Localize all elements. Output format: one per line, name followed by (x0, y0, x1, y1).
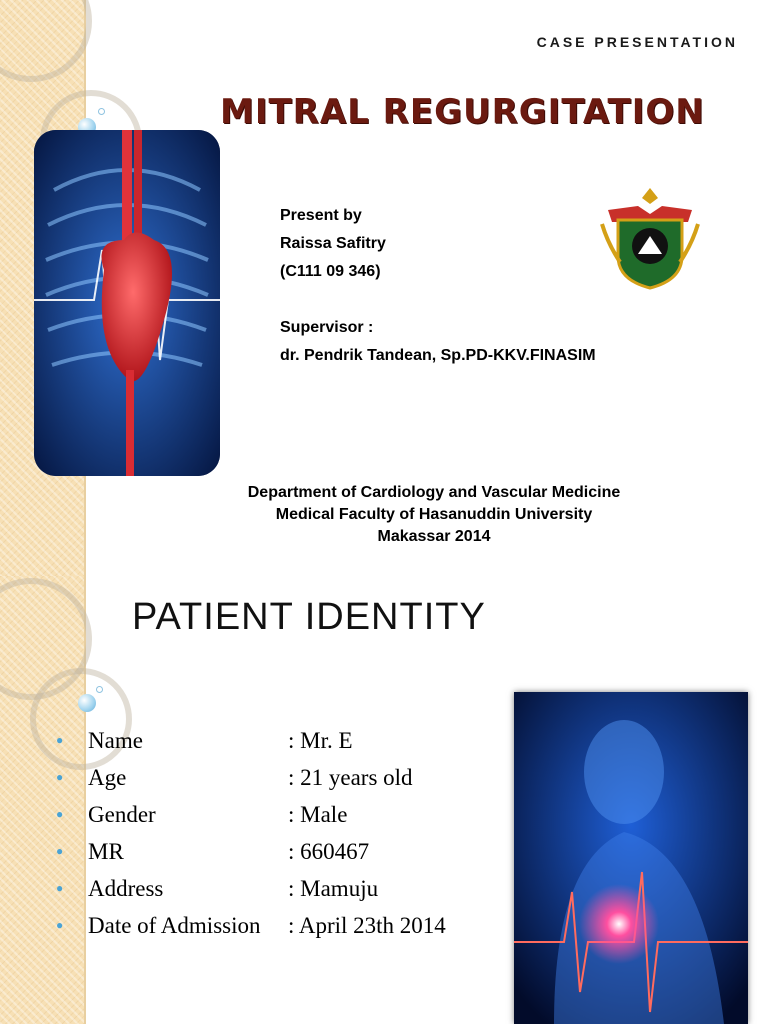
field-label: Address (88, 875, 164, 901)
patient-identity-title: PATIENT IDENTITY (132, 596, 486, 638)
bullet-icon: ● (56, 881, 64, 895)
field-label: MR (88, 838, 124, 864)
list-item (56, 759, 446, 796)
field-value: : Male (288, 801, 348, 827)
list-item (56, 833, 446, 870)
presenter-id: (C111 09 346) (280, 263, 381, 280)
department-block (100, 482, 768, 548)
field-value: : Mr. E (288, 727, 353, 753)
bullet-icon: ● (56, 807, 64, 821)
patient-identity-list (56, 722, 446, 944)
list-item (56, 870, 446, 907)
field-label: Gender (88, 801, 156, 827)
patient-identity-slide (0, 576, 768, 1024)
faculty-line: Medical Faculty of Hasanuddin University (275, 506, 593, 523)
decorative-dot (98, 108, 105, 115)
field-value: : April 23th 2014 (288, 912, 446, 938)
heart-xray-image (34, 130, 220, 476)
supervisor-name: dr. Pendrik Tandean, Sp.PD-KKV.FINASIM (280, 347, 596, 364)
presenter-label: Present by (280, 207, 362, 224)
city-year-line: Makassar 2014 (377, 528, 491, 545)
presenter-name: Raissa Safitry (280, 235, 386, 252)
decorative-dot (96, 686, 103, 693)
decorative-bubble (78, 694, 96, 712)
field-label: Age (88, 764, 127, 790)
bullet-icon: ● (56, 770, 64, 784)
list-item (56, 722, 446, 759)
supervisor-label: Supervisor : (280, 319, 374, 336)
field-value: : 660467 (288, 838, 370, 864)
university-emblem-logo (598, 184, 702, 292)
field-value: : 21 years old (288, 764, 413, 790)
field-value: : Mamuju (288, 875, 379, 901)
field-label: Name (88, 727, 143, 753)
header-label: CASE PRESENTATION (536, 34, 738, 50)
human-heart-xray-image (514, 692, 748, 1024)
bullet-icon: ● (56, 733, 64, 747)
list-item (56, 796, 446, 833)
list-item (56, 907, 446, 944)
bullet-icon: ● (56, 918, 64, 932)
bullet-icon: ● (56, 844, 64, 858)
presenter-info (280, 202, 596, 370)
field-label: Date of Admission (88, 912, 261, 938)
department-line: Department of Cardiology and Vascular Medicine (247, 484, 621, 501)
slide-title: MITRAL REGURGITATION (220, 92, 705, 132)
